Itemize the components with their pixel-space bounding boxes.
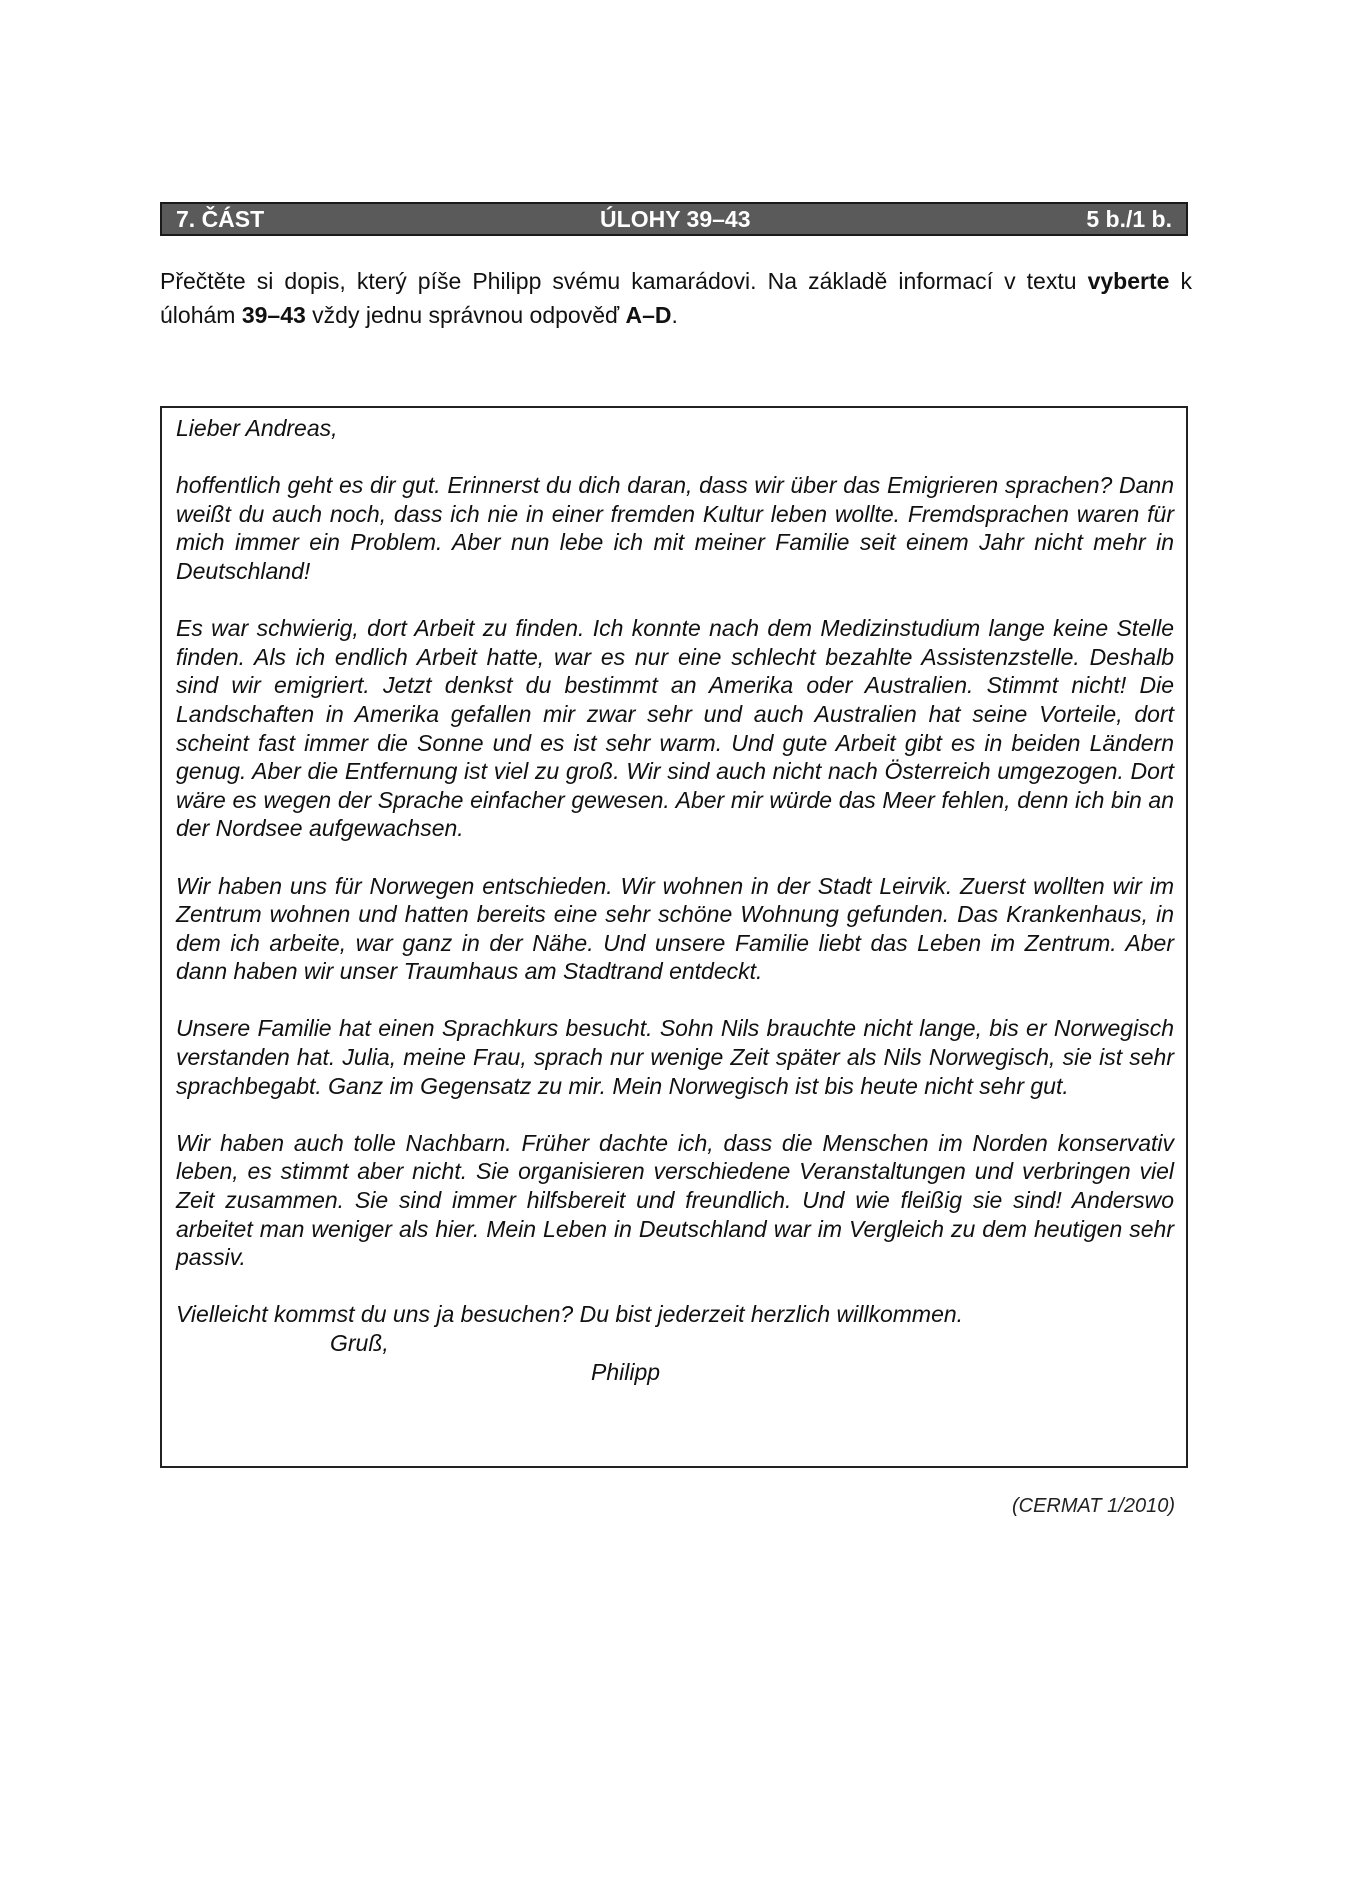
letter-closing-question: Vielleicht kommst du uns ja besuchen? Du bist jederzeit herzlich willkommen. xyxy=(176,1301,964,1328)
instructions-text-3: vždy jednu správnou odpověď xyxy=(305,302,626,328)
instructions-bold-3: A–D xyxy=(625,302,672,328)
section-header-bar xyxy=(160,202,1188,236)
instructions-bold-1: vyberte xyxy=(1087,268,1170,294)
instructions-text-2: k úlohám xyxy=(160,268,1192,328)
letter-greeting: Gruß, xyxy=(330,1330,389,1356)
letter-paragraph: Unsere Familie hat einen Sprachkurs besucht. Sohn Nils brauchte nicht lange, bis er Norwegisch verstanden hat. Julia, meine Frau, sprach nur wenige Zeit später als Nils Norwegisch, sie ist sehr sprachbegabt. Ganz im Gegensatz zu mir. Mein Norwegisch ist bis heute nicht sehr gut. xyxy=(176,1015,1174,1099)
instructions-bold-2: 39–43 xyxy=(241,302,306,328)
instructions-text-4: . xyxy=(671,302,678,328)
section-tasks-label: ÚLOHY 39–43 xyxy=(600,205,751,232)
source-citation: (CERMAT 1/2010) xyxy=(1011,1495,1175,1517)
section-part-label: 7. ČÁST xyxy=(176,205,265,232)
letter-paragraph: Wir haben auch tolle Nachbarn. Früher dachte ich, dass die Menschen im Norden konservativ leben, es stimmt aber nicht. Sie organisieren verschiedene Veranstaltungen und verbringen viel Zeit zusammen. Sie sind immer hilfsbereit und freundlich. Und wie fleißig sie sind! Anderswo arbeitet man weniger als hier. Mein Leben in Deutschland war im Vergleich zu dem heutigen sehr passiv. xyxy=(176,1129,1174,1271)
letter-box xyxy=(160,406,1188,1468)
letter-salutation: Lieber Andreas, xyxy=(176,415,338,441)
letter-paragraph: Wir haben uns für Norwegen entschieden. Wir wohnen in der Stadt Leirvik. Zuerst wollten wir im Zentrum wohnen und hatten bereits eine sehr schöne Wohnung gefunden. Das Krankenhaus, in dem ich arbeite, war ganz in der Nähe. Und unsere Familie liebt das Leben im Zentrum. Aber dann haben wir unser Traumhaus am Stadtrand entdeckt. xyxy=(176,872,1174,985)
letter-text xyxy=(176,414,1174,1358)
letter-signature: Philipp xyxy=(591,1359,661,1385)
instructions-text-1: Přečtěte si dopis, který píše Philipp svému kamarádovi. Na základě informací v textu xyxy=(160,268,1088,294)
task-instructions xyxy=(160,264,1192,332)
section-points-label: 5 b./1 b. xyxy=(1086,205,1172,232)
letter-paragraph: hoffentlich geht es dir gut. Erinnerst du dich daran, dass wir über das Emigrieren sprachen? Dann weißt du auch noch, dass ich nie in einer fremden Kultur leben wollte. Fremdsprachen waren für mich immer ein Problem. Aber nun lebe ich mit meiner Familie seit einem Jahr nicht mehr in Deutschland! xyxy=(176,472,1174,584)
letter-paragraph: Es war schwierig, dort Arbeit zu finden. Ich konnte nach dem Medizinstudium lange keine Stelle finden. Als ich endlich Arbeit hatte, war es nur eine schlecht bezahlte Assistenzstelle. Deshalb sind wir emigriert. Jetzt denkst du bestimmt an Amerika oder Australien. Stimmt nicht! Die Landschaften in Amerika gefallen mir zwar sehr und auch Australien hat seine Vorteile, dort scheint fast immer die Sonne und es ist sehr warm. Und gute Arbeit gibt es in beiden Ländern genug. Aber die Entfernung ist viel zu groß. Wir sind auch nicht nach Österreich umgezogen. Dort wäre es wegen der Sprache einfacher gewesen. Aber mir würde das Meer fehlen, denn ich bin an der Nordsee aufgewachsen. xyxy=(176,615,1174,842)
